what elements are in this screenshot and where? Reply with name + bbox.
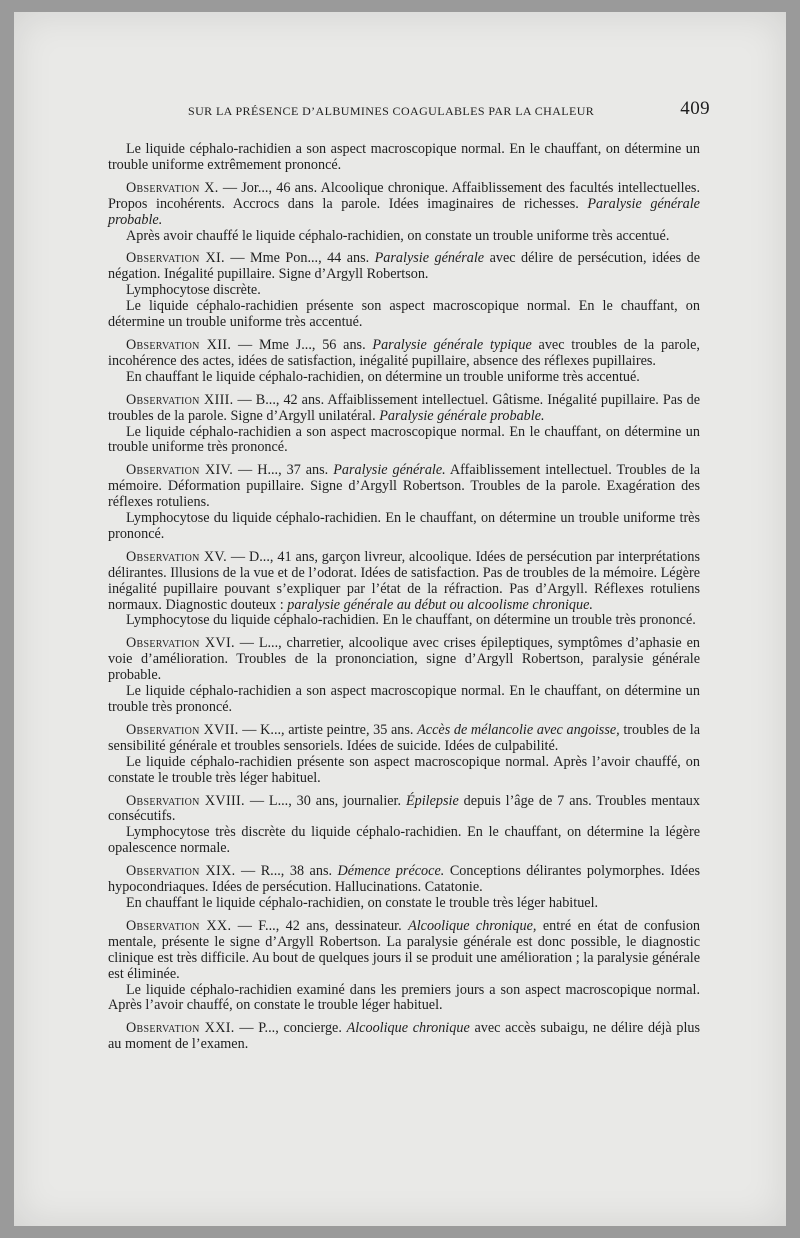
text-run: Affaiblissement intellectuel. Troubles de la mémoire. Déformation pupillaire. Signe d’Argyll Robertson. Troubles de la parole. Exagération des réflexes rotuliens. [108, 462, 700, 511]
text-run: Lymphocytose du liquide céphalo-rachidien. En le chauffant, on détermine un trouble très prononcé. [126, 612, 696, 629]
observation-label: Observation XVII. [126, 721, 239, 738]
text-run: Lymphocytose du liquide céphalo-rachidien. En le chauffant, on détermine un trouble uniforme très prononcé. [108, 510, 700, 542]
italic-text: Alcoolique chronique, [408, 917, 537, 934]
page [14, 12, 786, 1226]
running-header [188, 98, 710, 122]
observation-label: Observation XIII. [126, 391, 234, 408]
italic-text: Paralysie générale [374, 250, 485, 267]
observation-paragraph [108, 794, 700, 826]
text-run: Conceptions délirantes polymorphes. Idées hypocondriaques. Idées de persécution. Hallucinations. Catatonie. [108, 863, 701, 896]
text-run: — H..., 37 ans. [233, 462, 334, 479]
text-run: — D..., 41 ans, garçon livreur, alcoolique. Idées de persécution par interprétations délirantes. Illusions de la vue et de l’odorat. Idées de satisfaction. Pas de troubles de la mémoire. Légère inégalité pupillaire pouvant s’expliquer par l’état de la réfraction. Pas d’Argyll. Réflexes rotuliens normaux. Diagnostic douteux : [108, 548, 700, 613]
text-run: Le liquide céphalo-rachidien a son aspect macroscopique normal. En le chauffant, on détermine un trouble uniforme extrêmement prononcé. [108, 141, 700, 173]
text-run: Le liquide céphalo-rachidien a son aspect macroscopique normal. En le chauffant, on détermine un trouble uniforme très prononcé. [108, 423, 700, 456]
body-paragraph [108, 896, 700, 912]
observation-label: Observation XXI. [126, 1020, 235, 1037]
observation-label: Observation XIX. [126, 863, 236, 880]
observation-label: Observation X. [126, 179, 219, 196]
text-run: — R..., 38 ans. [235, 863, 338, 880]
running-title: SUR LA PRÉSENCE D’ALBUMINES COAGULABLES PAR LA CHALEUR [188, 104, 595, 118]
observation-label: Observation XIV. [126, 462, 234, 479]
body-paragraph [108, 511, 700, 543]
text-run: — L..., 30 ans, journalier. [244, 792, 406, 809]
italic-text: Paralysie générale probable. [108, 195, 700, 228]
text-run: troubles de la sensibilité générale et troubles sensoriels. Idées de suicide. Idées de culpabilité. [108, 721, 701, 754]
body-paragraph [108, 613, 700, 629]
text-run: Lymphocytose très discrète du liquide céphalo-rachidien. En le chauffant, on détermine la légère opalescence normale. [108, 824, 700, 857]
observation-paragraph [108, 636, 700, 684]
italic-text: Épilepsie [405, 792, 459, 809]
italic-text: Paralysie générale. [333, 462, 446, 479]
text-run: — F..., 42 ans, dessinateur. [231, 917, 409, 934]
observation-paragraph [108, 393, 700, 425]
text-run: Après avoir chauffé le liquide céphalo-rachidien, on constate un trouble uniforme très accentué. [126, 227, 670, 244]
observation-paragraph [108, 723, 700, 755]
text-run: — Mme Pon..., 44 ans. [224, 250, 375, 267]
body-paragraph [108, 983, 700, 1015]
observation-paragraph [108, 181, 700, 229]
text-run: — B..., 42 ans. Affaiblissement intellectuel. Gâtisme. Inégalité pupillaire. Pas de troubles de la parole. Signe d’Argyll unilatéral. [108, 391, 701, 424]
body-paragraph [108, 755, 700, 787]
text-run: Le liquide céphalo-rachidien présente son aspect macroscopique normal. En le chauffant, on détermine un trouble uniforme très accentué. [108, 298, 700, 331]
text-run: Le liquide céphalo-rachidien présente son aspect macroscopique normal. Après l’avoir chauffé, on constate le trouble très léger habituel. [108, 753, 700, 786]
body-paragraph [108, 283, 700, 299]
body-paragraph [108, 142, 700, 174]
text-run: — L..., charretier, alcoolique avec crises épileptiques, symptômes d’aphasie en voie d’amélioration. Troubles de la prononciation, signe d’Argyll Robertson, paralysie générale probable. [108, 635, 700, 684]
body-paragraph [108, 825, 700, 857]
observation-label: Observation XX. [126, 917, 232, 934]
observation-label: Observation XVIII. [126, 792, 245, 809]
text-run: avec troubles de la parole, incohérence des actes, idées de satisfaction, inégalité pupillaire, absence des réflexes pupillaires. [108, 336, 700, 369]
body-paragraph [108, 299, 700, 331]
text-run: avec délire de persécution, idées de négation. Inégalité pupillaire. Signe d’Argyll Robertson. [108, 250, 700, 283]
observation-paragraph [108, 1021, 700, 1053]
text-run: En chauffant le liquide céphalo-rachidien, on constate le trouble très léger habituel. [126, 894, 599, 911]
text-run: Le liquide céphalo-rachidien a son aspect macroscopique normal. En le chauffant, on détermine un trouble très prononcé. [108, 683, 700, 715]
italic-text: paralysie générale au début ou alcoolisme chronique. [287, 596, 593, 613]
observation-paragraph [108, 338, 700, 370]
body-paragraph [108, 229, 700, 245]
text-run: avec accès subaigu, ne délire déjà plus au moment de l’examen. [108, 1020, 700, 1053]
observation-label: Observation XVI. [126, 635, 235, 652]
observation-label: Observation XII. [126, 336, 232, 353]
observation-paragraph [108, 251, 700, 283]
italic-text: Alcoolique chronique [346, 1020, 470, 1037]
italic-text: Accès de mélancolie avec angoisse, [417, 721, 620, 738]
observation-paragraph [108, 463, 700, 511]
observation-label: Observation XI. [126, 250, 225, 267]
text-run: En chauffant le liquide céphalo-rachidien, on détermine un trouble uniforme très accentué. [126, 368, 640, 385]
text-run: Lymphocytose discrète. [126, 282, 261, 299]
text-run: depuis l’âge de 7 ans. Troubles mentaux consécutifs. [108, 792, 700, 825]
text-run: — Jor..., 46 ans. Alcoolique chronique. Affaiblissement des facultés intellectuelles. Propos incohérents. Accrocs dans la parole. Idées imaginaires de richesses. [108, 179, 700, 212]
text-run: entré en état de confusion mentale, présente le signe d’Argyll Robertson. La paralysie générale est donc possible, le diagnostic clinique est très difficile. Au bout de quelques jours il se produit une amélioration ; la paralysie générale est éliminée. [108, 917, 701, 982]
italic-text: Paralysie générale typique [372, 336, 532, 353]
observation-paragraph [108, 864, 700, 896]
body-paragraph [108, 684, 700, 716]
page-number: 409 [680, 98, 710, 119]
text-run: — Mme J..., 56 ans. [231, 336, 373, 353]
body-paragraph [108, 370, 700, 386]
observation-paragraph [108, 919, 700, 983]
observation-paragraph [108, 550, 700, 614]
text-run: — P..., concierge. [234, 1020, 347, 1037]
body-paragraph [108, 425, 700, 457]
italic-text: Paralysie générale probable. [379, 407, 545, 424]
body-text [108, 142, 700, 1053]
observation-label: Observation XV. [126, 548, 227, 565]
text-run: Le liquide céphalo-rachidien examiné dans les premiers jours a son aspect macroscopique normal. Après l’avoir chauffé, on constate le trouble léger habituel. [108, 981, 700, 1014]
italic-text: Démence précoce. [337, 863, 445, 880]
text-run: — K..., artiste peintre, 35 ans. [238, 721, 418, 738]
